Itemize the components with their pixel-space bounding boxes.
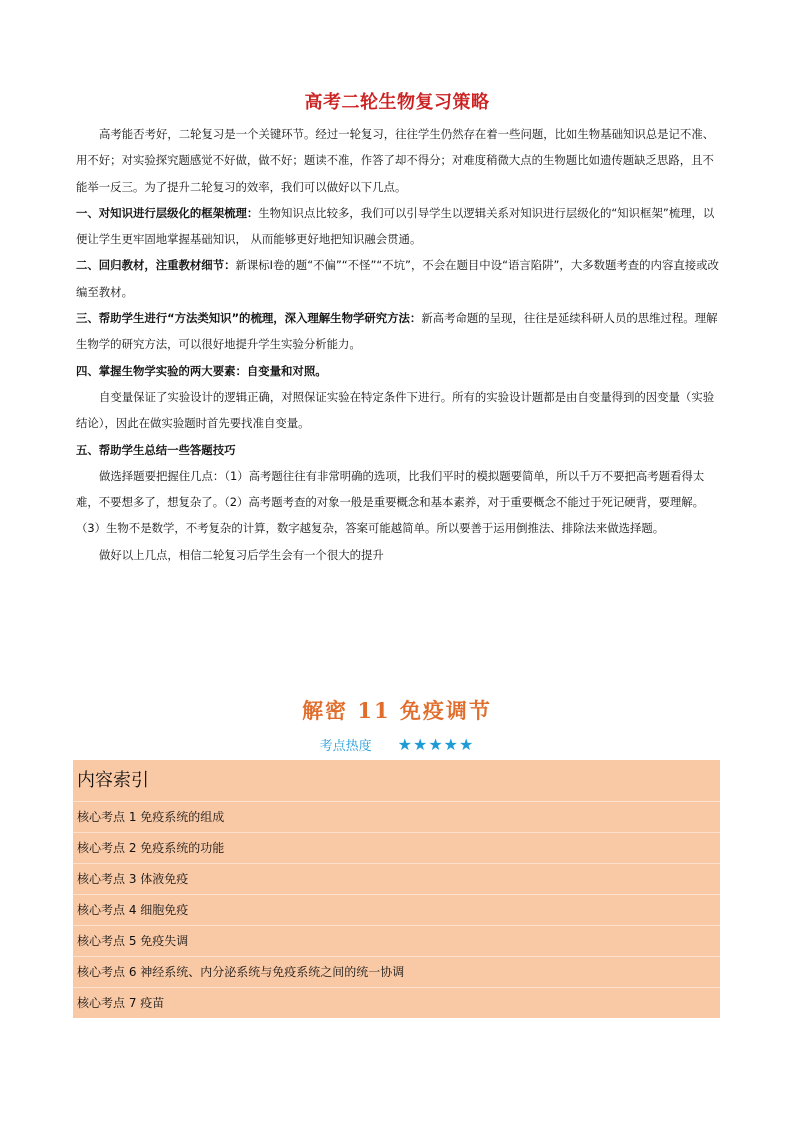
point-1-text: 生物知识点比较多，我们可以引导学生以逻辑关系对知识进行层级化的“知识框架”梳理，以便让学生更牢固地掌握基础知识， 从而能够更好地把知识融会贯通。 — [76, 205, 715, 247]
star-rating-icon: ★★★★★ — [397, 735, 475, 754]
closing-paragraph: 做好以上几点，相信二轮复习后学生会有一个很大的提升 — [99, 547, 384, 562]
point-4-body: 自变量保证了实验设计的逻辑正确，对照保证实验在特定条件下进行。所有的实验设计题都是由自变量得到的因变量（实验结论），因此在做实验题时首先要找准自变量。 — [76, 389, 715, 431]
content-index — [73, 760, 720, 1018]
point-2 — [76, 252, 722, 305]
point-5-body: 做选择题要把握住几点：（1）高考题往往有非常明确的选项，比我们平时的模拟题要简单，所以千万不要把高考题看得太难，不要想多了，想复杂了。（2）高考题考查的对象一般是重要概念和基本素养，对于重要概念不能过于死记硬背，要理解。（3）生物不是数学，不考复杂的计算，数字越复杂，答案可能越简单。所以要善于运用倒推法、排除法来做选择题。 — [76, 468, 705, 536]
point-3-heading: 三、帮助学生进行“方法类知识”的梳理，深入理解生物学研究方法： — [76, 311, 422, 326]
point-4-heading: 四、掌握生物学实验的两大要素：自变量和对照。 — [76, 363, 327, 378]
index-item[interactable]: 核心考点 5 免疫失调 — [73, 926, 720, 957]
index-item[interactable]: 核心考点 6 神经系统、内分泌系统与免疫系统之间的统一协调 — [73, 957, 720, 988]
intro-paragraph: 高考能否考好，二轮复习是一个关键环节。经过一轮复习，往往学生仍然存在着一些问题，比如生物基础知识总是记不准、用不好；对实验探究题感觉不好做，做不好；题读不准，作答了却不得分；对难度稍微大点的生物题比如遗传题缺乏思路，且不能举一反三。为了提升二轮复习的效率，我们可以做好以下几点。 — [76, 127, 715, 194]
point-3 — [76, 305, 722, 358]
index-item[interactable]: 核心考点 1 免疫系统的组成 — [73, 802, 720, 833]
strategy-body — [76, 121, 722, 568]
point-2-heading: 二、回归教材，注重教材细节： — [76, 258, 236, 273]
document-title: 高考二轮生物复习策略 — [304, 92, 490, 113]
point-1 — [76, 200, 722, 253]
point-5-heading: 五、帮助学生总结一些答题技巧 — [76, 442, 236, 457]
section-title: 解密 11 免疫调节 — [302, 698, 492, 723]
index-item[interactable]: 核心考点 7 疫苗 — [77, 996, 165, 1010]
index-item[interactable]: 核心考点 2 免疫系统的功能 — [73, 833, 720, 864]
heat-rating — [0, 735, 794, 754]
heat-label: 考点热度 — [319, 739, 372, 754]
index-item[interactable]: 核心考点 3 体液免疫 — [73, 864, 720, 895]
index-item[interactable]: 核心考点 4 细胞免疫 — [73, 895, 720, 926]
point-2-text: 新课标Ⅰ卷的题“不偏”“不怪”“不坑”，不会在题目中设“语言陷阱”，大多数题考查的内容直接或改编至教材。 — [76, 258, 719, 299]
point-3-text: 新高考命题的呈现，往往是延续科研人员的思维过程。理解生物学的研究方法，可以很好地提升学生实验分析能力。 — [76, 311, 718, 352]
point-1-heading: 一、对知识进行层级化的框架梳理： — [76, 205, 259, 220]
index-header: 内容索引 — [73, 760, 720, 802]
